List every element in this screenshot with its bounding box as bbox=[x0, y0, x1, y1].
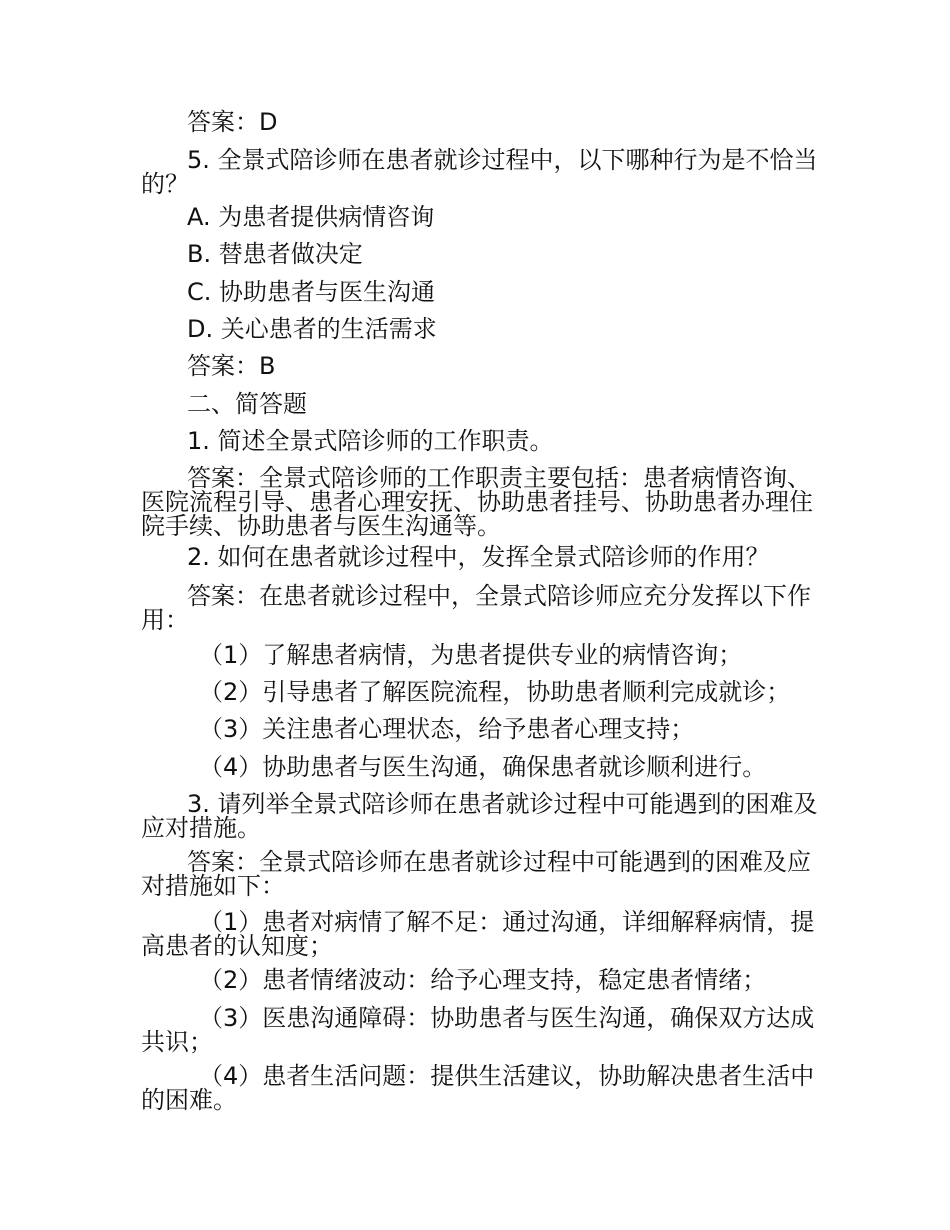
section-heading: 二、简答题 bbox=[187, 390, 307, 418]
short-question-1: 1. 简述全景式陪诊师的工作职责。 bbox=[187, 427, 554, 455]
answer-2-point-1: （1）了解患者病情，为患者提供专业的病情咨询； bbox=[199, 641, 743, 669]
short-question-3: 3. 请列举全景式陪诊师在患者就诊过程中可能遇到的困难及应对措施。 bbox=[141, 790, 818, 842]
short-answer-2: 答案：在患者就诊过程中，全景式陪诊师应充分发挥以下作用： bbox=[141, 582, 811, 634]
answer-q5: 答案：B bbox=[187, 352, 276, 380]
short-answer-1: 答案：全景式陪诊师的工作职责主要包括：患者病情咨询、医院流程引导、患者心理安抚、协助患者挂号、协助患者办理住院手续、协助患者与医生沟通等。 bbox=[141, 464, 813, 540]
short-answer-3: 答案：全景式陪诊师在患者就诊过程中可能遇到的困难及应对措施如下： bbox=[141, 848, 811, 900]
short-question-2: 2. 如何在患者就诊过程中，发挥全景式陪诊师的作用？ bbox=[187, 543, 770, 571]
option-b: B. 替患者做决定 bbox=[187, 240, 363, 268]
answer-2-point-3: （3）关注患者心理状态，给予患者心理支持； bbox=[199, 715, 695, 743]
answer-3-point-3: （3）医患沟通障碍：协助患者与医生沟通，确保双方达成共识； bbox=[141, 1004, 815, 1056]
option-a: A. 为患者提供病情咨询 bbox=[187, 203, 435, 231]
option-d: D. 关心患者的生活需求 bbox=[187, 315, 437, 343]
answer-q4: 答案：D bbox=[187, 108, 278, 136]
question-5: 5. 全景式陪诊师在患者就诊过程中，以下哪种行为是不恰当的？ bbox=[141, 146, 818, 198]
answer-3-point-1: （1）患者对病情了解不足：通过沟通，详细解释病情，提高患者的认知度； bbox=[141, 908, 815, 960]
answer-3-point-4: （4）患者生活问题：提供生活建议，协助解决患者生活中的困难。 bbox=[141, 1062, 815, 1114]
answer-3-point-2: （2）患者情绪波动：给予心理支持，稳定患者情绪； bbox=[199, 966, 767, 994]
option-c: C. 协助患者与医生沟通 bbox=[187, 278, 436, 306]
answer-2-point-2: （2）引导患者了解医院流程，协助患者顺利完成就诊； bbox=[199, 678, 791, 706]
answer-2-point-4: （4）协助患者与医生沟通，确保患者就诊顺利进行。 bbox=[199, 753, 767, 781]
